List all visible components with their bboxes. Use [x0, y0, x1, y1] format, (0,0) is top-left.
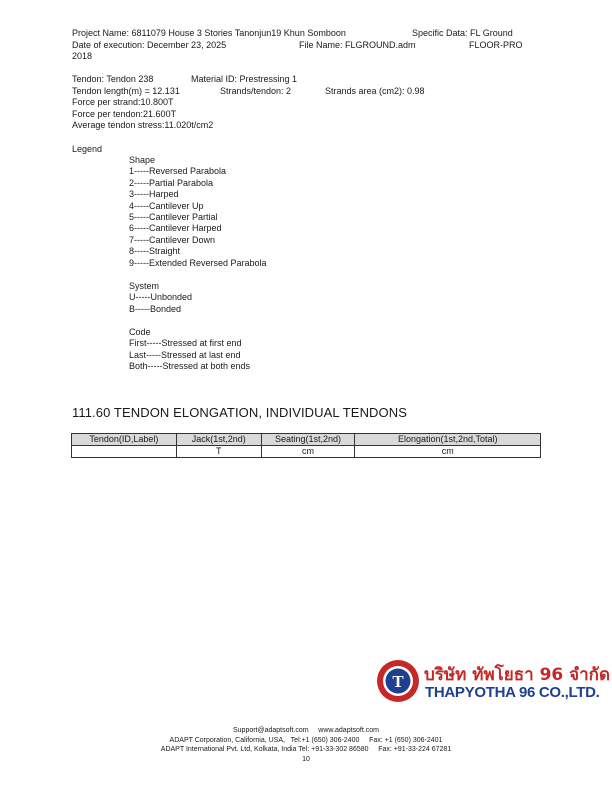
- unit-cell: [72, 446, 177, 458]
- strands-area: Strands area (cm2): 0.98: [325, 86, 425, 96]
- system-title: System: [129, 281, 160, 291]
- tendon-id: Tendon: Tendon 238: [72, 74, 154, 84]
- shape-item: 5-----Cantilever Partial: [129, 212, 218, 223]
- section-title: 111.60 TENDON ELONGATION, INDIVIDUAL TENDONS: [72, 405, 408, 420]
- footer-contact: Support@adaptsoft.com www.adaptsoft.com: [232, 727, 379, 734]
- footer-us-office: ADAPT Corporation, California, USA, Tel:+1 (650) 306-2400 Fax: +1 (650) 306-2401: [169, 737, 443, 744]
- code-legend: [129, 327, 250, 373]
- page-number: 10: [302, 756, 310, 763]
- shape-title: Shape: [129, 155, 156, 165]
- project-name: Project Name: 6811079 House 3 Stories Tanonjun19 Khun Somboon: [72, 28, 346, 38]
- shape-item: 2-----Partial Parabola: [129, 177, 214, 188]
- code-title: Code: [129, 327, 151, 337]
- shape-item: 9-----Extended Reversed Parabola: [129, 257, 267, 268]
- column-header: Jack(1st,2nd): [176, 434, 261, 446]
- tendon-length: Tendon length(m) = 12.131: [72, 86, 180, 96]
- program-name: FLOOR-PRO: [469, 40, 523, 50]
- file-name: File Name: FLGROUND.adm: [299, 40, 416, 50]
- material-id: Material ID: Prestressing 1: [191, 74, 298, 84]
- footer-india-office: ADAPT International Pvt. Ltd, Kolkata, India Tel: +91-33-302 86580 Fax: +91-33-224 67281: [160, 746, 452, 753]
- shape-legend: [129, 155, 267, 269]
- strands-per-tendon: Strands/tendon: 2: [220, 86, 292, 96]
- company-name-thai: บริษัท ทัพโยธา 96 จำกัด: [424, 665, 611, 685]
- program-year: 2018: [72, 51, 93, 61]
- company-name-english: THAPYOTHA 96 CO.,LTD.: [425, 684, 600, 701]
- unit-cell: cm: [355, 446, 541, 458]
- shape-item: 1-----Reversed Parabola: [129, 166, 227, 177]
- code-item: Last-----Stressed at last end: [129, 349, 241, 360]
- legend-title: Legend: [72, 144, 103, 154]
- shape-item: 8-----Straight: [129, 246, 181, 257]
- shape-item: 4-----Cantilever Up: [129, 200, 204, 211]
- execution-date: Date of execution: December 23, 2025: [72, 40, 227, 50]
- force-per-strand: Force per strand:10.800T: [72, 97, 174, 107]
- specific-data: Specific Data: FL Ground: [412, 28, 513, 38]
- column-header: Seating(1st,2nd): [261, 434, 355, 446]
- unit-cell: cm: [261, 446, 355, 458]
- column-header: Tendon(ID,Label): [72, 434, 177, 446]
- shape-item: 6-----Cantilever Harped: [129, 223, 222, 234]
- code-item: First-----Stressed at first end: [129, 338, 242, 349]
- shape-item: 7-----Cantilever Down: [129, 234, 216, 245]
- average-stress: Average tendon stress:11.020t/cm2: [72, 120, 214, 130]
- unit-cell: T: [176, 446, 261, 458]
- logo-mark-icon: [376, 659, 420, 703]
- force-per-tendon: Force per tendon:21.600T: [72, 109, 177, 119]
- system-legend: [129, 281, 192, 315]
- column-header: Elongation(1st,2nd,Total): [355, 434, 541, 446]
- logo-letter: T: [392, 672, 404, 691]
- shape-item: 3-----Harped: [129, 189, 179, 200]
- elongation-table: [71, 433, 541, 458]
- code-item: Both-----Stressed at both ends: [129, 361, 251, 372]
- table-header-row: [72, 434, 541, 446]
- system-item: B-----Bonded: [129, 303, 182, 314]
- company-logo: [374, 657, 611, 707]
- table-units-row: [72, 446, 541, 458]
- system-item: U-----Unbonded: [129, 292, 193, 303]
